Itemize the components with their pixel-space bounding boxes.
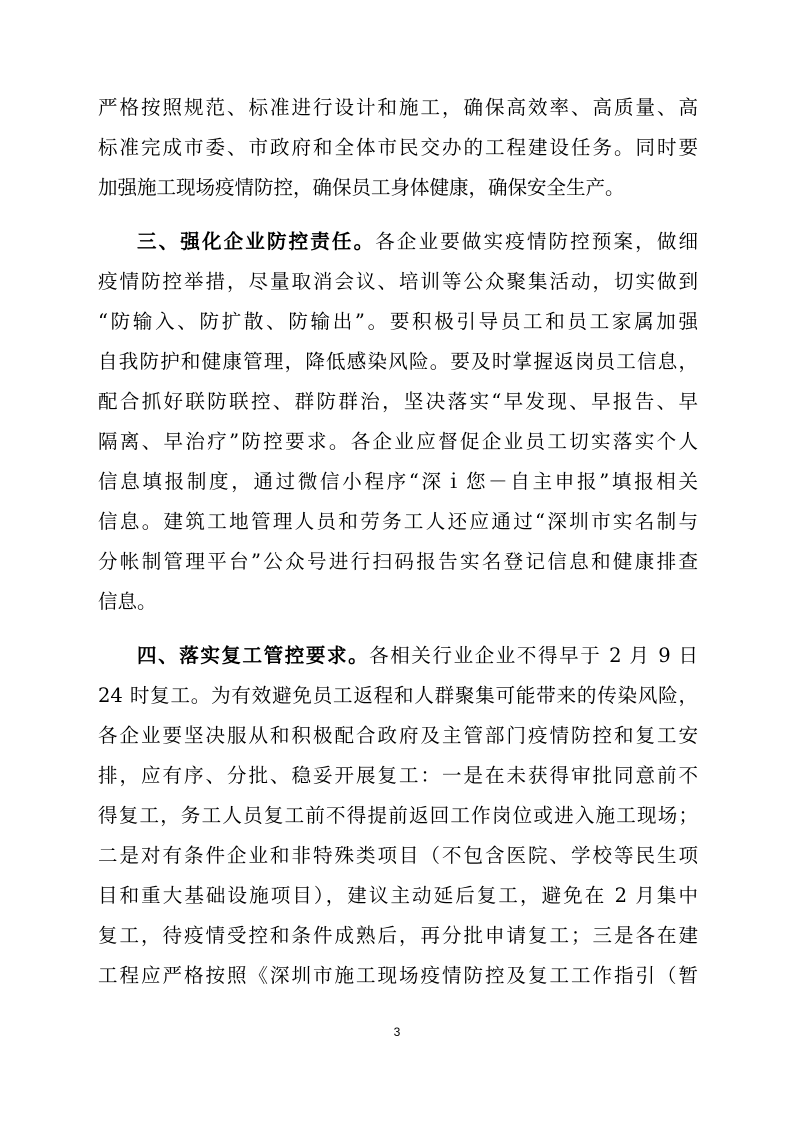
section-three-heading: 三、强化企业防控责任。 — [137, 230, 376, 253]
body-text-run: 各企业要做实疫情防控预案，做细 — [375, 230, 698, 253]
section-four-heading: 四、落实复工管控要求。 — [137, 644, 370, 667]
body-text-line: “防输入、防扩散、防输出”。要积极引导员工和员工家属加强 — [98, 310, 698, 333]
body-text-line: 自我防护和健康管理，降低感染风险。要及时掌握返岗员工信息， — [98, 350, 698, 373]
body-text-line: 二是对有条件企业和非特殊类项目（不包含医院、学校等民生项 — [98, 844, 698, 867]
page-number: 3 — [393, 1025, 401, 1039]
body-text-line: 疫情防控举措，尽量取消会议、培训等公众聚集活动，切实做到 — [98, 270, 698, 293]
body-text-line: 分帐制管理平台”公众号进行扫码报告实名登记信息和健康排查 — [98, 550, 698, 573]
body-text-line: 加强施工现场疫情防控，确保员工身体健康，确保安全生产。 — [98, 176, 625, 199]
body-text-line: 信息填报制度，通过微信小程序“深ｉ您－自主申报”填报相关 — [98, 470, 698, 493]
body-text-line: 配合抓好联防联控、群防群治，坚决落实“早发现、早报告、早 — [98, 390, 698, 413]
section-three-first-line — [137, 222, 698, 262]
body-text-line: 标准完成市委、市政府和全体市民交办的工程建设任务。同时要 — [98, 136, 698, 159]
body-text-run: 各相关行业企业不得早于 2 月 9 日 — [369, 644, 698, 667]
body-text-line: 信息。 — [98, 590, 157, 613]
body-text-line: 目和重大基础设施项目），建议主动延后复工，避免在 2 月集中 — [98, 884, 698, 907]
body-text-line: 信息。建筑工地管理人员和劳务工人还应通过“深圳市实名制与 — [98, 510, 698, 533]
body-text-line: 工程应严格按照《深圳市施工现场疫情防控及复工工作指引（暂 — [98, 964, 698, 987]
body-text-line: 严格按照规范、标准进行设计和施工，确保高效率、高质量、高 — [98, 96, 698, 119]
body-text-line: 排，应有序、分批、稳妥开展复工：一是在未获得审批同意前不 — [98, 764, 698, 787]
body-text-line: 得复工，务工人员复工前不得提前返回工作岗位或进入施工现场； — [98, 804, 698, 827]
section-four-first-line — [137, 636, 698, 676]
body-text-line: 24 时复工。为有效避免员工返程和人群聚集可能带来的传染风险， — [98, 684, 698, 707]
body-text-line: 复工，待疫情受控和条件成熟后，再分批申请复工；三是各在建 — [98, 924, 698, 947]
body-text-line: 各企业要坚决服从和积极配合政府及主管部门疫情防控和复工安 — [98, 724, 698, 747]
body-text-line: 隔离、早治疗”防控要求。各企业应督促企业员工切实落实个人 — [98, 430, 698, 453]
